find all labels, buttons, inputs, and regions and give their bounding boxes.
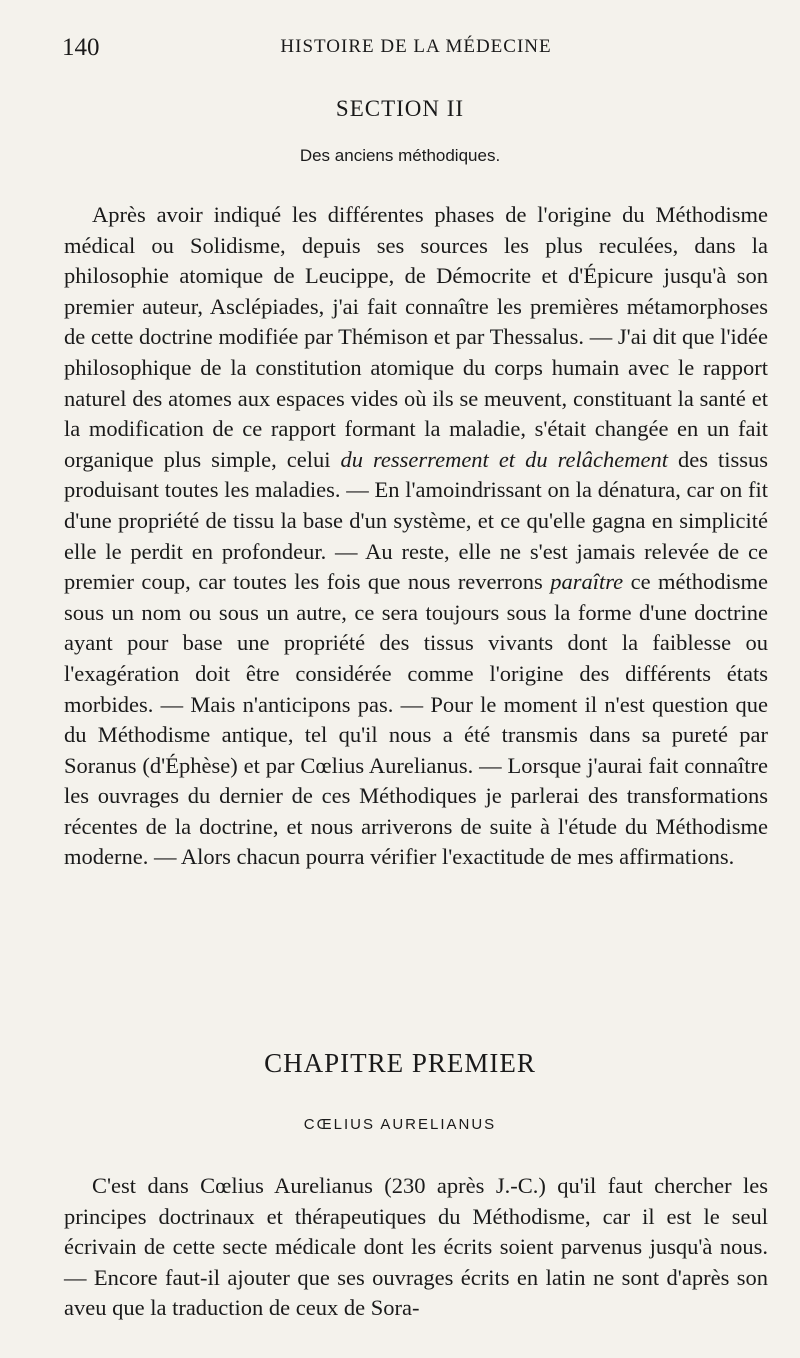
paragraph-text (64, 200, 768, 873)
section-subtitle: Des anciens méthodiques. (299, 146, 501, 165)
chapter-title: CHAPITRE PREMIER (264, 1048, 536, 1078)
text-run: ce méthodisme sous un nom ou sous un autre, ce sera toujours sous la forme d'une doctrine ayant pour base une propriété des tissus vivants dont la faiblesse ou l'exagération doit être considérée comme l'origine des différents états morbides. — Mais n'anticipons pas. — Pour le moment il n'est question que du Méthodisme antique, tel qu'il nous a été transmis dans sa pureté par Soranus (d'Éphèse) et par Cœlius Aurelianus. — Lorsque j'aurai fait connaître les ouvrages du dernier de ces Méthodiques je parlerai des transformations récentes de la doctrine, et nous arriverons de suite à l'étude du Méthodisme moderne. — Alors chacun pourra vérifier l'exactitude de mes affirmations. (64, 569, 768, 870)
running-title: HISTOIRE DE LA MÉDECINE (280, 36, 552, 57)
italic-run: paraître (550, 569, 624, 595)
text-run: des tissus produisant toutes les maladies. — En l'amoindrissant on la dénatura, car on fit d'une propriété de tissu la base d'un système, et ce qu'elle gagna en simplicité elle le perdit en profondeur. — Au reste, elle ne s'est jamais relevée de ce premier coup, car toutes les fois que nous reverrons (64, 446, 769, 595)
text-run: Après avoir indiqué les différentes phases de l'origine du Méthodisme médical ou Solidisme, depuis ses sources les plus reculées, dans la philosophie atomique de Leucippe, de Démocrite et d'Épicure jusqu'à son premier auteur, Asclépiades, j'ai fait connaître les premières métamorphoses de cette doctrine modifiée par Thémison et par Thessalus. — J'ai dit que l'idée philosophique de la constitution atomique du corps humain avec le rapport naturel des atomes aux espaces vides où ils se meuvent, constituant la santé et la modification de ce rapport formant la maladie, s'était changée en un fait organique plus simple, celui (64, 202, 768, 472)
chapter-subtitle: CŒLIUS AURELIANUS (303, 1116, 497, 1133)
paragraph-text: C'est dans Cœlius Aurelianus (230 après J.-C.) qu'il faut chercher les principes doctrinaux et thérapeutiques du Méthodisme, car il est le seul écrivain de cette secte médicale dont les écrits soient parvenus jusqu'à nous. — Encore faut-il ajouter que ses ouvrages écrits en latin ne sont d'après son aveu que la traduction de ceux de Sora- (64, 1173, 768, 1321)
running-head (62, 30, 770, 64)
paragraph-methodisme (64, 200, 768, 873)
section-title: SECTION II (335, 96, 465, 121)
paragraph-coelius (64, 1171, 768, 1324)
page-number: 140 (62, 34, 100, 61)
italic-run: du resserrement et du relâchement (340, 446, 668, 472)
